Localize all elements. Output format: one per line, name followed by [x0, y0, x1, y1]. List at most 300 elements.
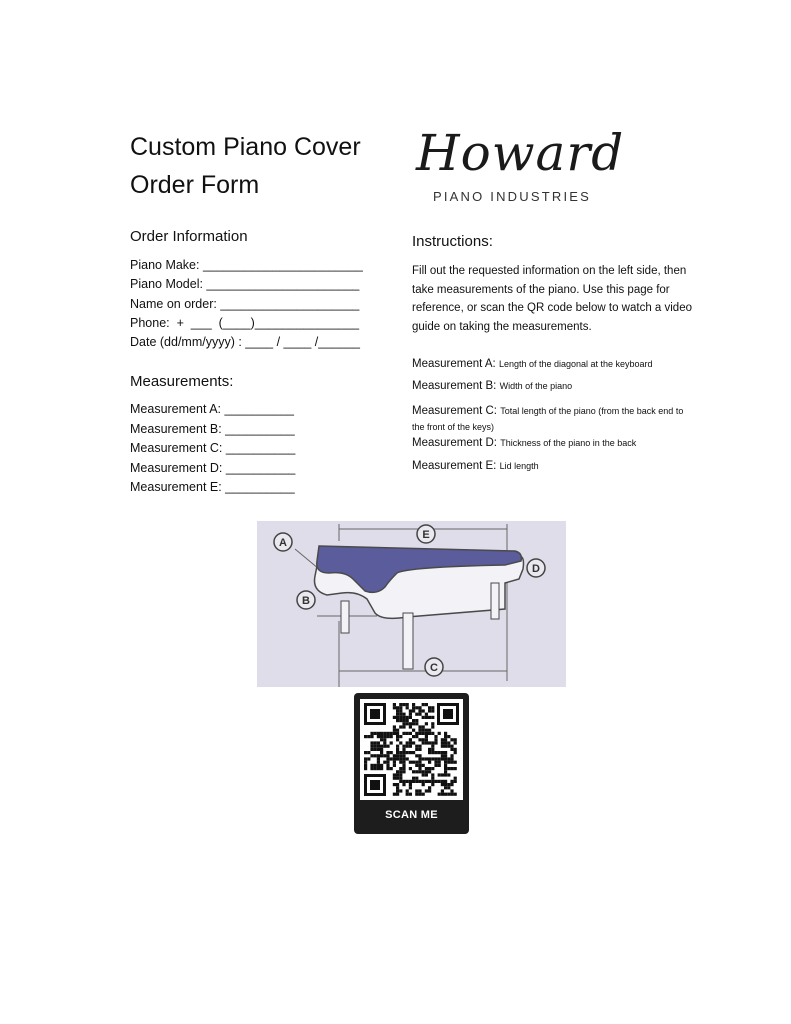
qr-module	[393, 783, 396, 786]
qr-module	[418, 770, 421, 773]
qr-module	[377, 767, 380, 770]
qr-module	[380, 748, 383, 751]
qr-module	[364, 751, 367, 754]
instructions-line: Fill out the requested information on the left side, then	[412, 265, 687, 277]
qr-module	[428, 732, 431, 735]
qr-module	[393, 732, 396, 735]
qr-module	[393, 773, 396, 776]
qr-module	[380, 745, 383, 748]
qr-module	[396, 716, 399, 719]
qr-module	[370, 764, 373, 767]
qr-module	[399, 751, 402, 754]
qr-module	[441, 745, 444, 748]
qr-module	[415, 793, 418, 796]
qr-module	[415, 745, 418, 748]
svg-text:B: B	[302, 595, 310, 607]
qr-module	[418, 709, 421, 712]
qr-module	[447, 735, 450, 738]
qr-module	[380, 751, 383, 754]
qr-module	[396, 709, 399, 712]
qr-module	[399, 770, 402, 773]
qr-module	[450, 738, 453, 741]
qr-module	[406, 757, 409, 760]
piano-measurement-diagram	[257, 521, 566, 687]
qr-module	[412, 703, 415, 706]
qr-module	[444, 780, 447, 783]
instructions-line: guide on taking the measurements.	[412, 320, 592, 333]
qr-module	[390, 767, 393, 770]
qr-module	[434, 735, 437, 738]
svg-text:C: C	[430, 662, 438, 674]
qr-module	[431, 783, 434, 786]
measurement-d-desc: Measurement D: Thickness of the piano in the back	[412, 437, 637, 449]
qr-module	[418, 732, 421, 735]
qr-module	[377, 761, 380, 764]
qr-module	[406, 780, 409, 783]
qr-module	[402, 748, 405, 751]
qr-module	[386, 761, 389, 764]
qr-module	[418, 767, 421, 770]
qr-module	[450, 783, 453, 786]
qr-module	[431, 780, 434, 783]
qr-module	[386, 754, 389, 757]
qr-module	[422, 783, 425, 786]
qr-module	[428, 761, 431, 764]
qr-module	[438, 751, 441, 754]
qr-module	[399, 780, 402, 783]
label-b	[297, 591, 315, 609]
qr-module	[450, 745, 453, 748]
qr-module	[396, 777, 399, 780]
measurement-e-field[interactable]: Measurement E: __________	[130, 480, 295, 495]
dimension-line-a	[295, 549, 319, 569]
piano-leg-left	[341, 601, 349, 633]
qr-module	[412, 741, 415, 744]
qr-module	[418, 789, 421, 792]
qr-module	[399, 706, 402, 709]
qr-module	[425, 741, 428, 744]
qr-module	[383, 745, 386, 748]
qr-module	[409, 741, 412, 744]
qr-module	[370, 735, 373, 738]
qr-module	[447, 757, 450, 760]
qr-module	[431, 777, 434, 780]
qr-module	[374, 754, 377, 757]
qr-module	[438, 764, 441, 767]
qr-module	[431, 757, 434, 760]
qr-module	[374, 741, 377, 744]
qr-code[interactable]	[360, 699, 463, 800]
qr-module	[431, 745, 434, 748]
qr-module	[444, 741, 447, 744]
qr-module	[399, 725, 402, 728]
qr-module	[425, 770, 428, 773]
qr-module	[454, 793, 457, 796]
qr-module	[441, 793, 444, 796]
qr-module	[415, 764, 418, 767]
qr-module	[386, 745, 389, 748]
qr-module	[434, 761, 437, 764]
qr-module	[396, 748, 399, 751]
qr-module	[412, 770, 415, 773]
qr-module	[374, 767, 377, 770]
qr-module	[406, 745, 409, 748]
measurement-d-field[interactable]: Measurement D: __________	[130, 460, 296, 475]
qr-module	[402, 725, 405, 728]
qr-module	[422, 703, 425, 706]
qr-module	[422, 732, 425, 735]
piano-leg-right	[491, 583, 499, 619]
qr-module	[422, 729, 425, 732]
qr-module	[380, 735, 383, 738]
qr-module	[399, 754, 402, 757]
qr-module	[428, 748, 431, 751]
qr-module	[409, 745, 412, 748]
piano-make-field[interactable]: Piano Make: _______________________	[130, 258, 363, 272]
qr-module	[418, 738, 421, 741]
qr-module	[406, 716, 409, 719]
qr-module	[380, 732, 383, 735]
qr-module	[370, 748, 373, 751]
piano-diagram-svg	[257, 521, 566, 687]
qr-module	[425, 716, 428, 719]
qr-module	[441, 754, 444, 757]
qr-module	[370, 767, 373, 770]
qr-module	[412, 751, 415, 754]
qr-module	[454, 751, 457, 754]
label-e	[417, 525, 435, 543]
qr-module	[402, 732, 405, 735]
qr-module	[406, 793, 409, 796]
qr-module	[412, 761, 415, 764]
qr-module	[399, 716, 402, 719]
qr-module	[428, 767, 431, 770]
qr-module	[399, 757, 402, 760]
qr-module	[393, 716, 396, 719]
qr-module	[377, 745, 380, 748]
qr-module	[431, 725, 434, 728]
qr-module	[374, 748, 377, 751]
qr-module	[418, 706, 421, 709]
qr-module	[428, 789, 431, 792]
qr-module	[444, 754, 447, 757]
measurement-b-field[interactable]: Measurement B: __________	[130, 421, 295, 436]
qr-module	[447, 783, 450, 786]
qr-module	[396, 735, 399, 738]
qr-module	[399, 735, 402, 738]
qr-module	[370, 754, 373, 757]
svg-text:D: D	[532, 563, 540, 575]
measurement-a-field[interactable]: Measurement A: __________	[130, 402, 295, 416]
qr-module	[390, 741, 393, 744]
qr-module	[409, 722, 412, 725]
label-d	[527, 559, 545, 577]
qr-module	[396, 719, 399, 722]
qr-module	[406, 751, 409, 754]
qr-module	[399, 767, 402, 770]
qr-module	[386, 751, 389, 754]
qr-module	[441, 751, 444, 754]
qr-module	[425, 767, 428, 770]
qr-module	[399, 761, 402, 764]
qr-module	[399, 789, 402, 792]
qr-module	[444, 751, 447, 754]
qr-module	[415, 761, 418, 764]
qr-module	[396, 732, 399, 735]
qr-module	[364, 761, 367, 764]
qr-module	[386, 735, 389, 738]
qr-module	[364, 735, 367, 738]
qr-module	[441, 741, 444, 744]
qr-module	[422, 741, 425, 744]
qr-module	[434, 751, 437, 754]
qr-module	[402, 716, 405, 719]
qr-module	[415, 789, 418, 792]
label-a	[274, 533, 292, 551]
qr-module	[441, 780, 444, 783]
qr-module	[422, 770, 425, 773]
qr-module	[393, 777, 396, 780]
qr-module	[454, 748, 457, 751]
qr-module	[415, 722, 418, 725]
qr-module	[409, 767, 412, 770]
qr-module	[450, 754, 453, 757]
qr-module	[396, 773, 399, 776]
qr-module	[396, 738, 399, 741]
qr-module	[431, 741, 434, 744]
qr-module	[396, 754, 399, 757]
qr-code-pattern	[360, 699, 463, 800]
qr-module	[444, 735, 447, 738]
qr-module	[383, 738, 386, 741]
qr-module	[422, 757, 425, 760]
qr-module	[386, 757, 389, 760]
qr-module	[402, 764, 405, 767]
qr-module	[415, 777, 418, 780]
qr-module	[399, 713, 402, 716]
qr-module	[377, 757, 380, 760]
qr-module	[441, 783, 444, 786]
qr-module	[390, 757, 393, 760]
qr-module	[393, 793, 396, 796]
qr-module	[428, 706, 431, 709]
qr-module	[444, 793, 447, 796]
qr-module	[406, 719, 409, 722]
qr-module	[393, 764, 396, 767]
qr-module	[454, 741, 457, 744]
qr-module	[415, 713, 418, 716]
measurement-c-field[interactable]: Measurement C: __________	[130, 441, 296, 456]
qr-module	[399, 777, 402, 780]
qr-module	[390, 735, 393, 738]
order-info-fields	[130, 256, 363, 352]
qr-module	[415, 754, 418, 757]
qr-module	[422, 773, 425, 776]
qr-module	[374, 745, 377, 748]
qr-module	[444, 770, 447, 773]
qr-module	[422, 780, 425, 783]
qr-module	[399, 709, 402, 712]
qr-module	[441, 757, 444, 760]
qr-module	[402, 719, 405, 722]
qr-module	[447, 745, 450, 748]
measurement-e-desc: Measurement E: Lid length	[412, 460, 539, 472]
name-on-order-field[interactable]: Name on order: ____________________	[130, 296, 360, 311]
qr-module	[415, 770, 418, 773]
qr-module	[396, 751, 399, 754]
qr-module	[425, 703, 428, 706]
qr-module	[396, 783, 399, 786]
qr-module	[383, 732, 386, 735]
qr-module	[434, 757, 437, 760]
qr-module	[399, 741, 402, 744]
qr-module	[418, 745, 421, 748]
qr-module	[428, 751, 431, 754]
measurement-b-desc: Measurement B: Width of the piano	[412, 380, 573, 392]
qr-module	[450, 748, 453, 751]
qr-module	[447, 767, 450, 770]
qr-module	[374, 764, 377, 767]
instructions-body	[412, 262, 712, 336]
qr-module	[447, 793, 450, 796]
qr-module	[402, 722, 405, 725]
instructions-line: take measurements of the piano. Use this page for	[412, 283, 670, 296]
qr-module	[425, 757, 428, 760]
instructions-line: reference, or scan the QR code below to watch a video	[412, 302, 692, 314]
qr-module	[406, 703, 409, 706]
qr-module	[393, 754, 396, 757]
label-c	[425, 658, 443, 676]
qr-module	[409, 780, 412, 783]
qr-module	[431, 722, 434, 725]
qr-module	[450, 757, 453, 760]
qr-module	[412, 719, 415, 722]
qr-module	[418, 757, 421, 760]
qr-module	[406, 706, 409, 709]
qr-module	[425, 738, 428, 741]
qr-module	[444, 764, 447, 767]
qr-module	[447, 786, 450, 789]
qr-module	[441, 738, 444, 741]
qr-module	[406, 722, 409, 725]
qr-module	[444, 767, 447, 770]
qr-module	[383, 735, 386, 738]
qr-module	[425, 732, 428, 735]
qr-module	[386, 767, 389, 770]
qr-module	[393, 729, 396, 732]
qr-module	[454, 767, 457, 770]
piano-model-field[interactable]: Piano Model: ______________________	[130, 277, 360, 292]
qr-module	[431, 709, 434, 712]
qr-module	[409, 716, 412, 719]
qr-module	[441, 789, 444, 792]
qr-module	[418, 713, 421, 716]
qr-module	[450, 761, 453, 764]
page-title	[130, 128, 361, 204]
qr-module	[399, 719, 402, 722]
phone-field[interactable]: Phone: + ___ (____)_______________	[130, 315, 360, 330]
qr-module	[425, 713, 428, 716]
qr-module	[438, 780, 441, 783]
qr-module	[444, 757, 447, 760]
qr-module	[409, 738, 412, 741]
qr-module	[412, 709, 415, 712]
qr-module	[422, 725, 425, 728]
qr-module	[367, 757, 370, 760]
howard-logo	[414, 124, 625, 210]
qr-module	[438, 793, 441, 796]
qr-module	[418, 793, 421, 796]
qr-module	[431, 751, 434, 754]
qr-module	[412, 729, 415, 732]
qr-module	[444, 773, 447, 776]
qr-module	[441, 773, 444, 776]
qr-module	[409, 761, 412, 764]
qr-module	[396, 729, 399, 732]
qr-module	[454, 738, 457, 741]
qr-module	[370, 745, 373, 748]
qr-module	[422, 738, 425, 741]
measurement-fields	[130, 400, 295, 498]
qr-module	[438, 732, 441, 735]
qr-module	[377, 748, 380, 751]
qr-module	[409, 725, 412, 728]
qr-module	[390, 751, 393, 754]
qr-module	[370, 732, 373, 735]
qr-module	[393, 706, 396, 709]
svg-text:E: E	[422, 529, 430, 541]
qr-module	[377, 732, 380, 735]
qr-module	[399, 703, 402, 706]
qr-module	[412, 722, 415, 725]
qr-module	[402, 770, 405, 773]
qr-module	[450, 793, 453, 796]
qr-module	[409, 786, 412, 789]
qr-module	[454, 777, 457, 780]
qr-module	[377, 735, 380, 738]
scan-me-caption: SCAN ME	[385, 809, 438, 821]
qr-module	[422, 793, 425, 796]
qr-module	[386, 732, 389, 735]
qr-module	[390, 732, 393, 735]
qr-module	[396, 713, 399, 716]
qr-module	[450, 789, 453, 792]
date-field[interactable]: Date (dd/mm/yyyy) : ____ / ____ /______	[130, 335, 360, 350]
qr-module	[409, 713, 412, 716]
qr-module	[415, 732, 418, 735]
qr-module	[412, 735, 415, 738]
qr-module	[425, 773, 428, 776]
instructions-heading: Instructions:	[412, 233, 493, 250]
qr-module	[396, 770, 399, 773]
qr-module	[422, 716, 425, 719]
qr-code-card[interactable]	[354, 693, 469, 834]
qr-module	[402, 703, 405, 706]
qr-module	[422, 764, 425, 767]
qr-module	[447, 773, 450, 776]
svg-text:A: A	[279, 537, 287, 549]
qr-module	[454, 780, 457, 783]
qr-module	[434, 764, 437, 767]
qr-module	[364, 767, 367, 770]
qr-module	[402, 783, 405, 786]
qr-module	[380, 767, 383, 770]
qr-module	[377, 754, 380, 757]
qr-module	[367, 751, 370, 754]
qr-module	[428, 757, 431, 760]
qr-module	[415, 719, 418, 722]
qr-module	[396, 786, 399, 789]
